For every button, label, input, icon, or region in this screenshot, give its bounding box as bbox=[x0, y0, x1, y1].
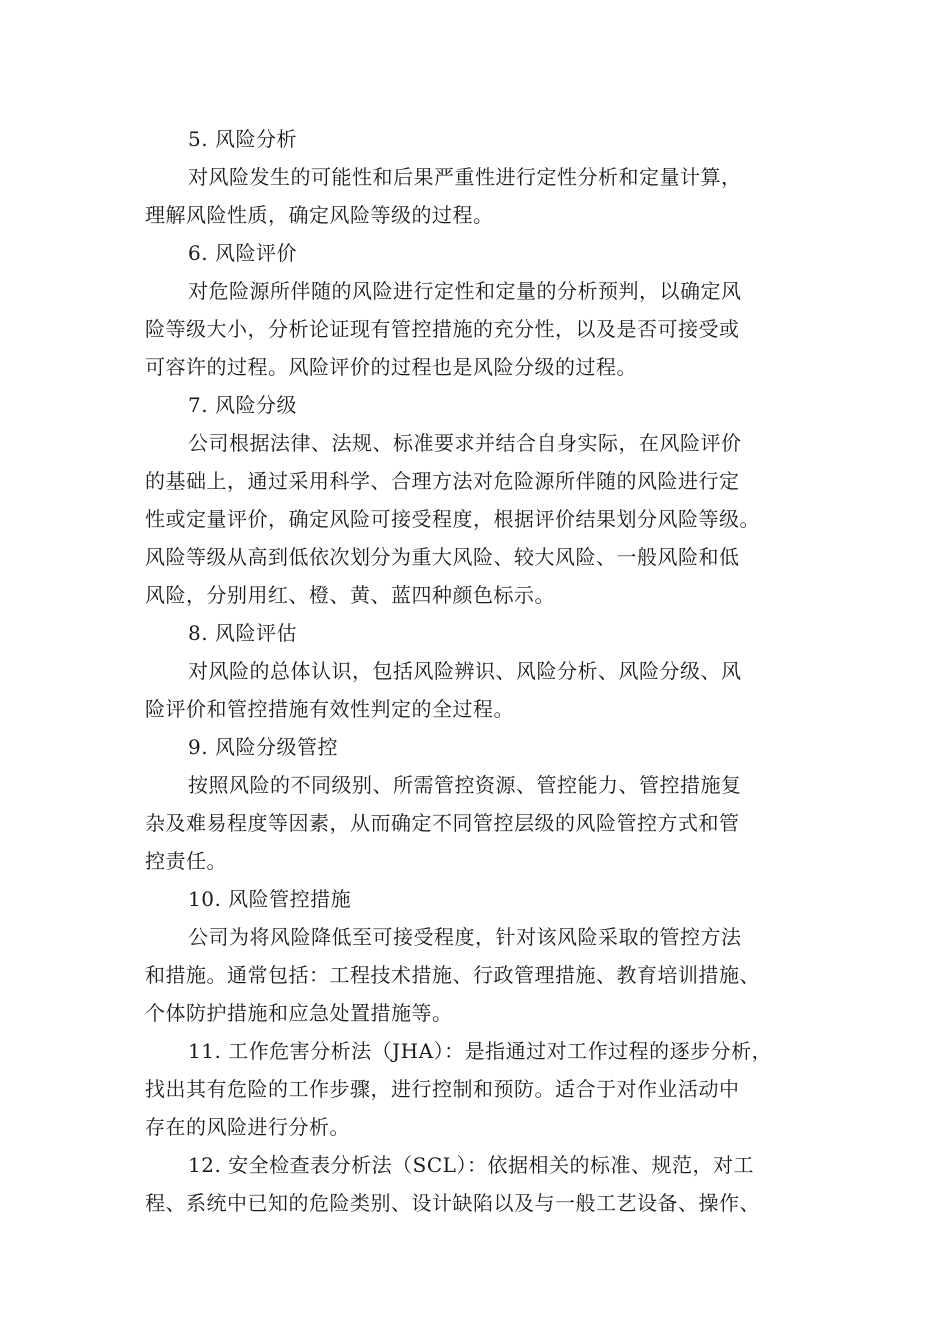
paragraph-line: 11. 工作危害分析法（JHA）：是指通过对工作过程的逐步分析， bbox=[188, 1039, 773, 1063]
paragraph-line: 程、系统中已知的危险类别、设计缺陷以及与一般工艺设备、操作、 bbox=[145, 1191, 760, 1215]
paragraph-line: 可容许的过程。风险评价的过程也是风险分级的过程。 bbox=[145, 355, 637, 379]
paragraph-line: 性或定量评价，确定风险可接受程度，根据评价结果划分风险等级。 bbox=[145, 507, 760, 531]
paragraph-line: 找出其有危险的工作步骤，进行控制和预防。适合于对作业活动中 bbox=[145, 1077, 740, 1101]
paragraph-line: 险等级大小，分析论证现有管控措施的充分性，以及是否可接受或 bbox=[145, 317, 740, 341]
paragraph-line: 公司为将风险降低至可接受程度，针对该风险采取的管控方法 bbox=[188, 925, 742, 949]
section-heading-10: 10. 风险管控措施 bbox=[188, 887, 352, 911]
section-heading-9: 9. 风险分级管控 bbox=[188, 735, 338, 759]
section-heading-5: 5. 风险分析 bbox=[188, 127, 297, 151]
paragraph-line: 理解风险性质，确定风险等级的过程。 bbox=[145, 203, 494, 227]
paragraph-line: 公司根据法律、法规、标准要求并结合自身实际，在风险评价 bbox=[188, 431, 742, 455]
paragraph-line: 险评价和管控措施有效性判定的全过程。 bbox=[145, 697, 514, 721]
paragraph-line: 存在的风险进行分析。 bbox=[145, 1115, 350, 1139]
section-heading-8: 8. 风险评估 bbox=[188, 621, 297, 645]
paragraph-line: 的基础上，通过采用科学、合理方法对危险源所伴随的风险进行定 bbox=[145, 469, 740, 493]
paragraph-line: 对风险的总体认识，包括风险辨识、风险分析、风险分级、风 bbox=[188, 659, 742, 683]
paragraph-line: 12. 安全检查表分析法（SCL）：依据相关的标准、规范，对工 bbox=[188, 1153, 754, 1177]
paragraph-line: 风险，分别用红、橙、黄、蓝四种颜色标示。 bbox=[145, 583, 555, 607]
paragraph-line: 和措施。通常包括：工程技术措施、行政管理措施、教育培训措施、 bbox=[145, 963, 760, 987]
paragraph-line: 对危险源所伴随的风险进行定性和定量的分析预判，以确定风 bbox=[188, 279, 742, 303]
paragraph-line: 风险等级从高到低依次划分为重大风险、较大风险、一般风险和低 bbox=[145, 545, 740, 569]
paragraph-line: 杂及难易程度等因素，从而确定不同管控层级的风险管控方式和管 bbox=[145, 811, 740, 835]
section-heading-7: 7. 风险分级 bbox=[188, 393, 297, 417]
section-heading-6: 6. 风险评价 bbox=[188, 241, 297, 265]
paragraph-line: 控责任。 bbox=[145, 849, 227, 873]
paragraph-line: 按照风险的不同级别、所需管控资源、管控能力、管控措施复 bbox=[188, 773, 742, 797]
paragraph-line: 对风险发生的可能性和后果严重性进行定性分析和定量计算， bbox=[188, 165, 742, 189]
paragraph-line: 个体防护措施和应急处置措施等。 bbox=[145, 1001, 453, 1025]
